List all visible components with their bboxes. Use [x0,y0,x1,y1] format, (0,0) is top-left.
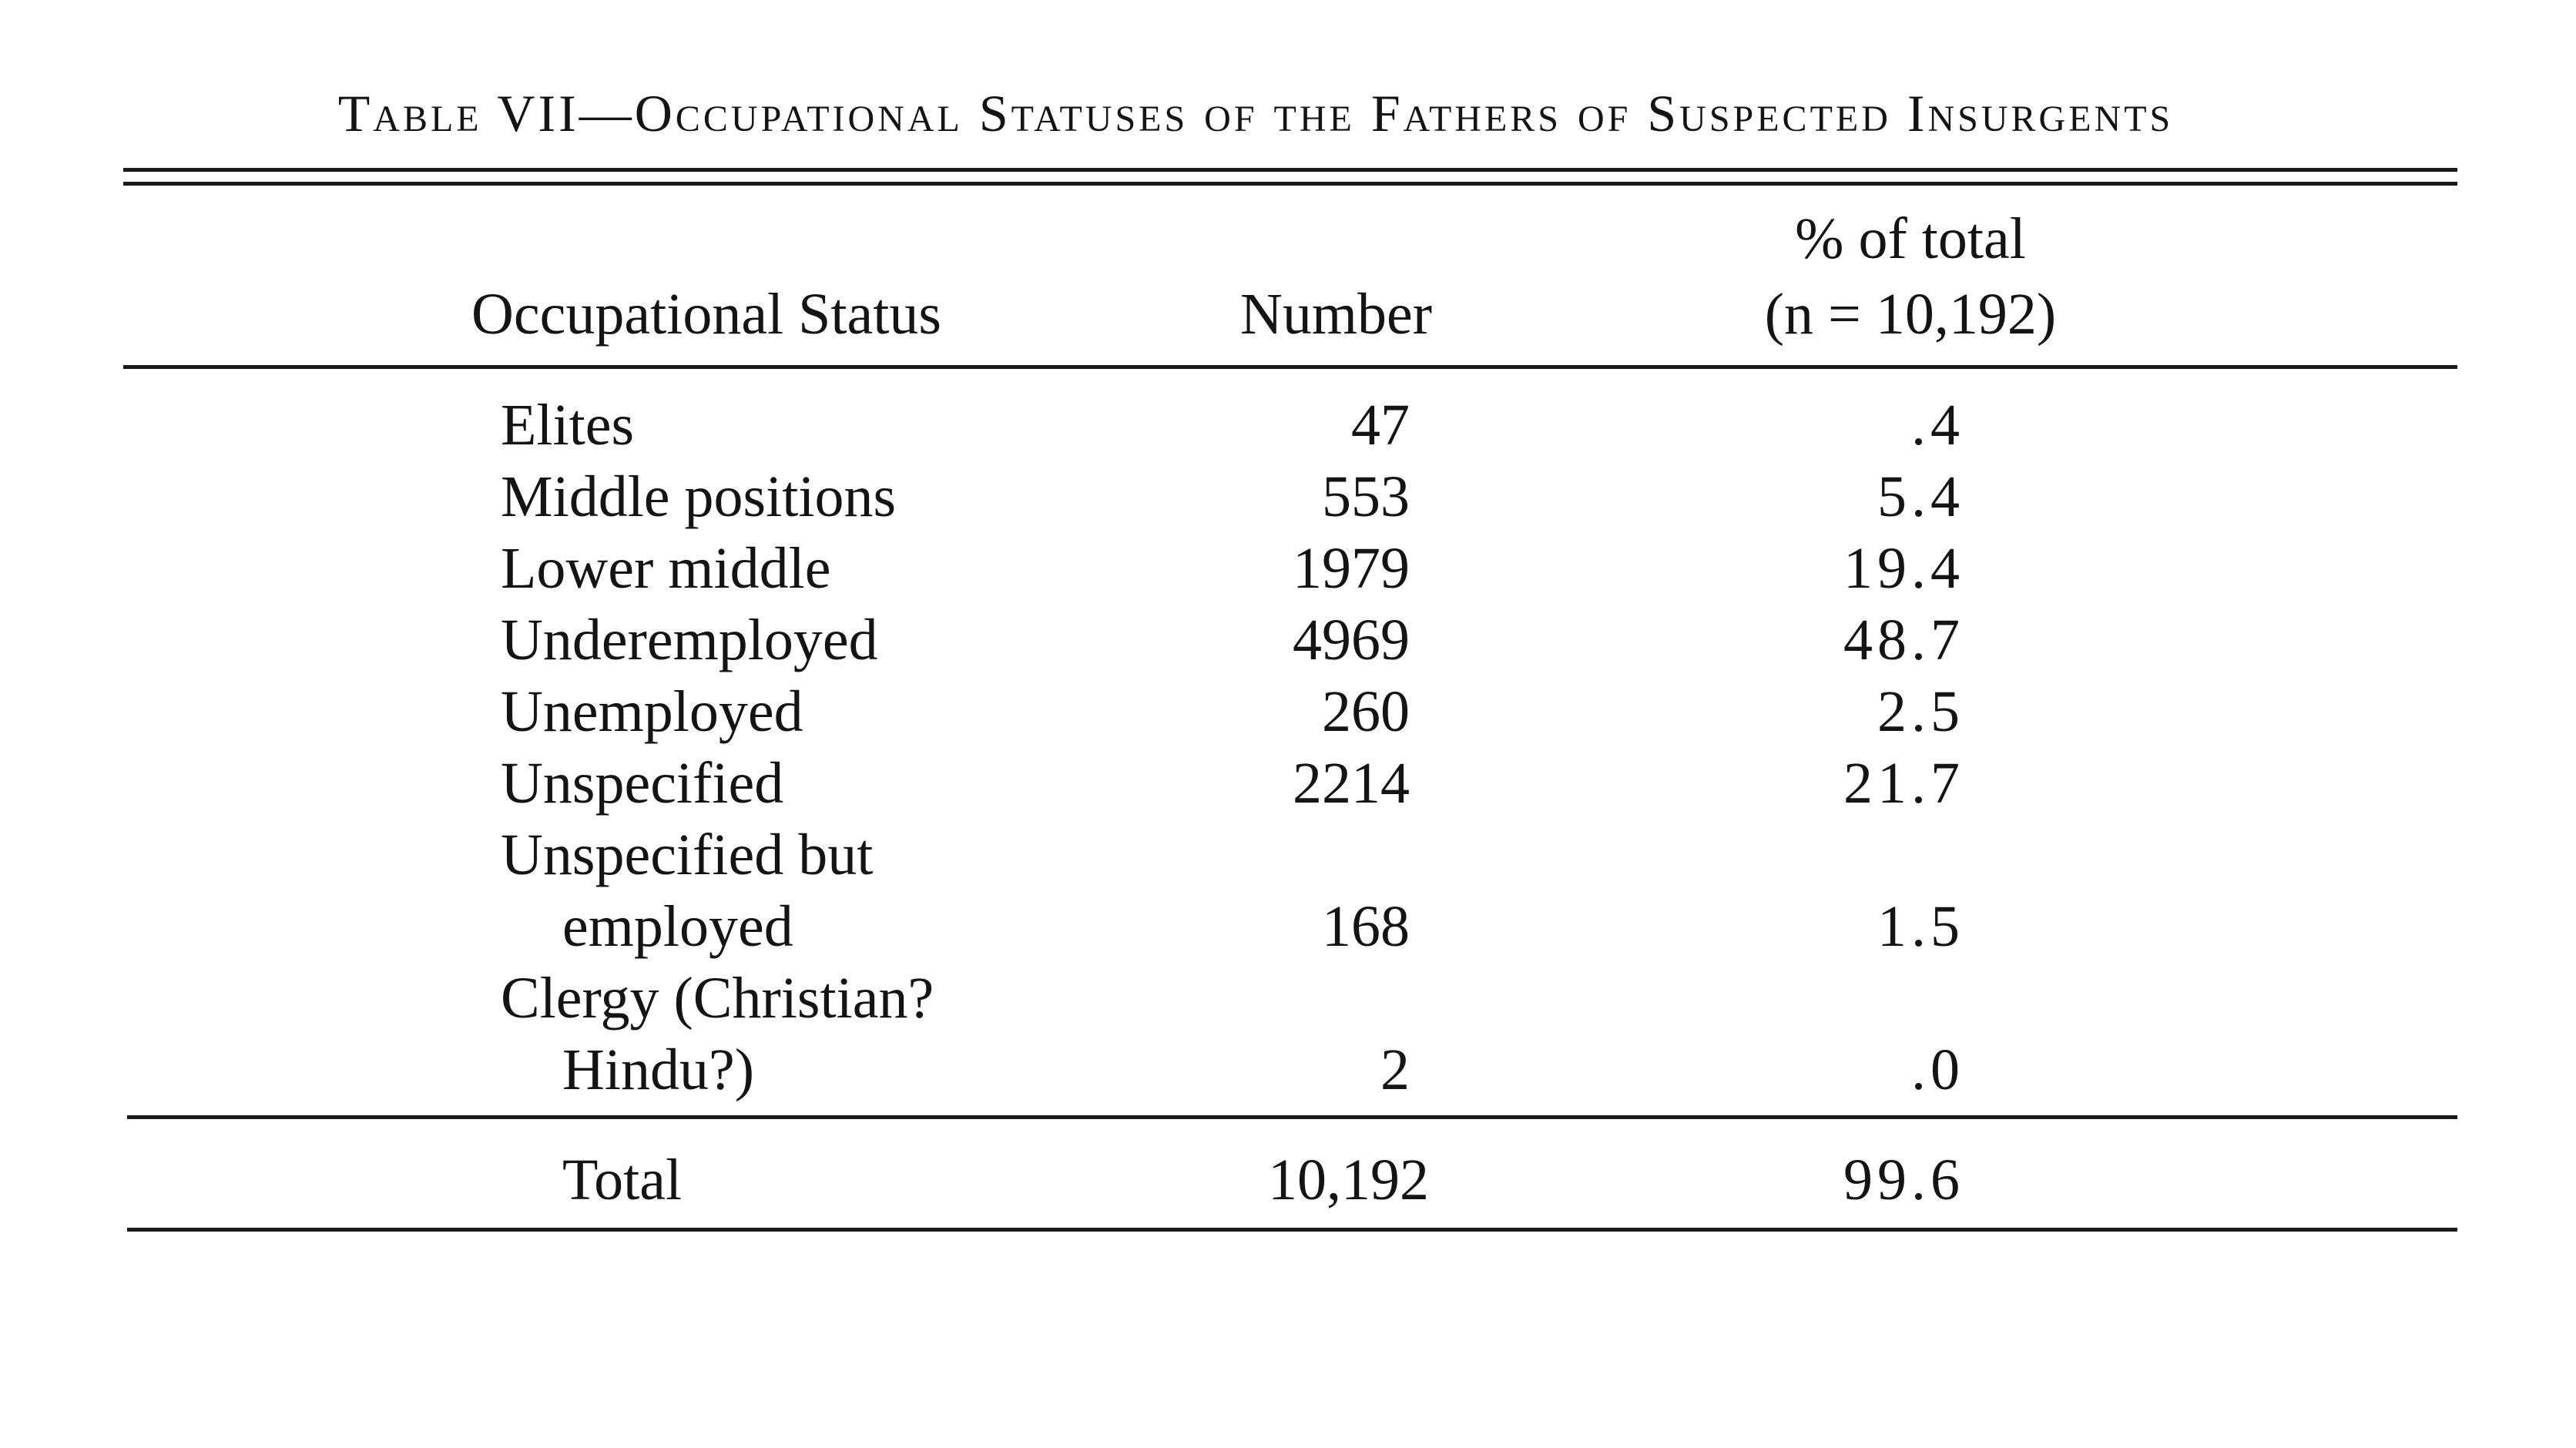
row-number-unspecified-employed: 168 [1322,894,1410,959]
top-rule-2 [123,182,2457,186]
total-label: Total [562,1148,683,1212]
table-title: Table VII—Occupational Statuses of the Fathers of Suspected Insurgents [337,84,2174,142]
row-label-unspecified-employed-line1: Unspecified but [501,823,874,887]
row-pct-elites: .4 [1911,393,1964,458]
row-label-unspecified: Unspecified [501,751,784,816]
row-pct-unemployed: 2.5 [1877,679,1964,744]
row-pct-middle-positions: 5.4 [1877,464,1964,529]
row-label-unspecified-employed-line2: employed [562,894,793,959]
row-number-elites: 47 [1351,393,1410,458]
bottom-rule [127,1228,2457,1232]
header-rule [123,365,2457,369]
row-label-clergy-line2: Hindu?) [562,1037,755,1102]
row-number-unspecified: 2214 [1293,751,1410,816]
row-label-elites: Elites [501,393,635,458]
header-pct-line1: % of total [1795,206,2026,271]
row-label-lower-middle: Lower middle [501,536,831,601]
row-pct-lower-middle: 19.4 [1843,536,1964,601]
header-pct-line2: (n = 10,192) [1764,282,2057,347]
total-pct: 99.6 [1843,1148,1964,1212]
top-rule-1 [123,168,2457,172]
row-number-middle-positions: 553 [1322,464,1410,529]
header-occupational-status: Occupational Status [471,282,941,347]
total-number: 10,192 [1268,1148,1429,1212]
row-number-underemployed: 4969 [1293,608,1410,672]
row-label-clergy-line1: Clergy (Christian? [501,966,934,1031]
row-pct-underemployed: 48.7 [1843,608,1964,672]
total-top-rule [127,1115,2457,1119]
row-pct-clergy: .0 [1911,1037,1964,1102]
row-number-unemployed: 260 [1322,679,1410,744]
row-label-unemployed: Unemployed [501,679,803,744]
row-number-lower-middle: 1979 [1293,536,1410,601]
row-label-middle-positions: Middle positions [501,464,897,529]
header-number: Number [1240,282,1433,347]
row-pct-unspecified-employed: 1.5 [1877,894,1964,959]
row-pct-unspecified: 21.7 [1843,751,1964,816]
row-number-clergy: 2 [1380,1037,1410,1102]
row-label-underemployed: Underemployed [501,608,878,672]
